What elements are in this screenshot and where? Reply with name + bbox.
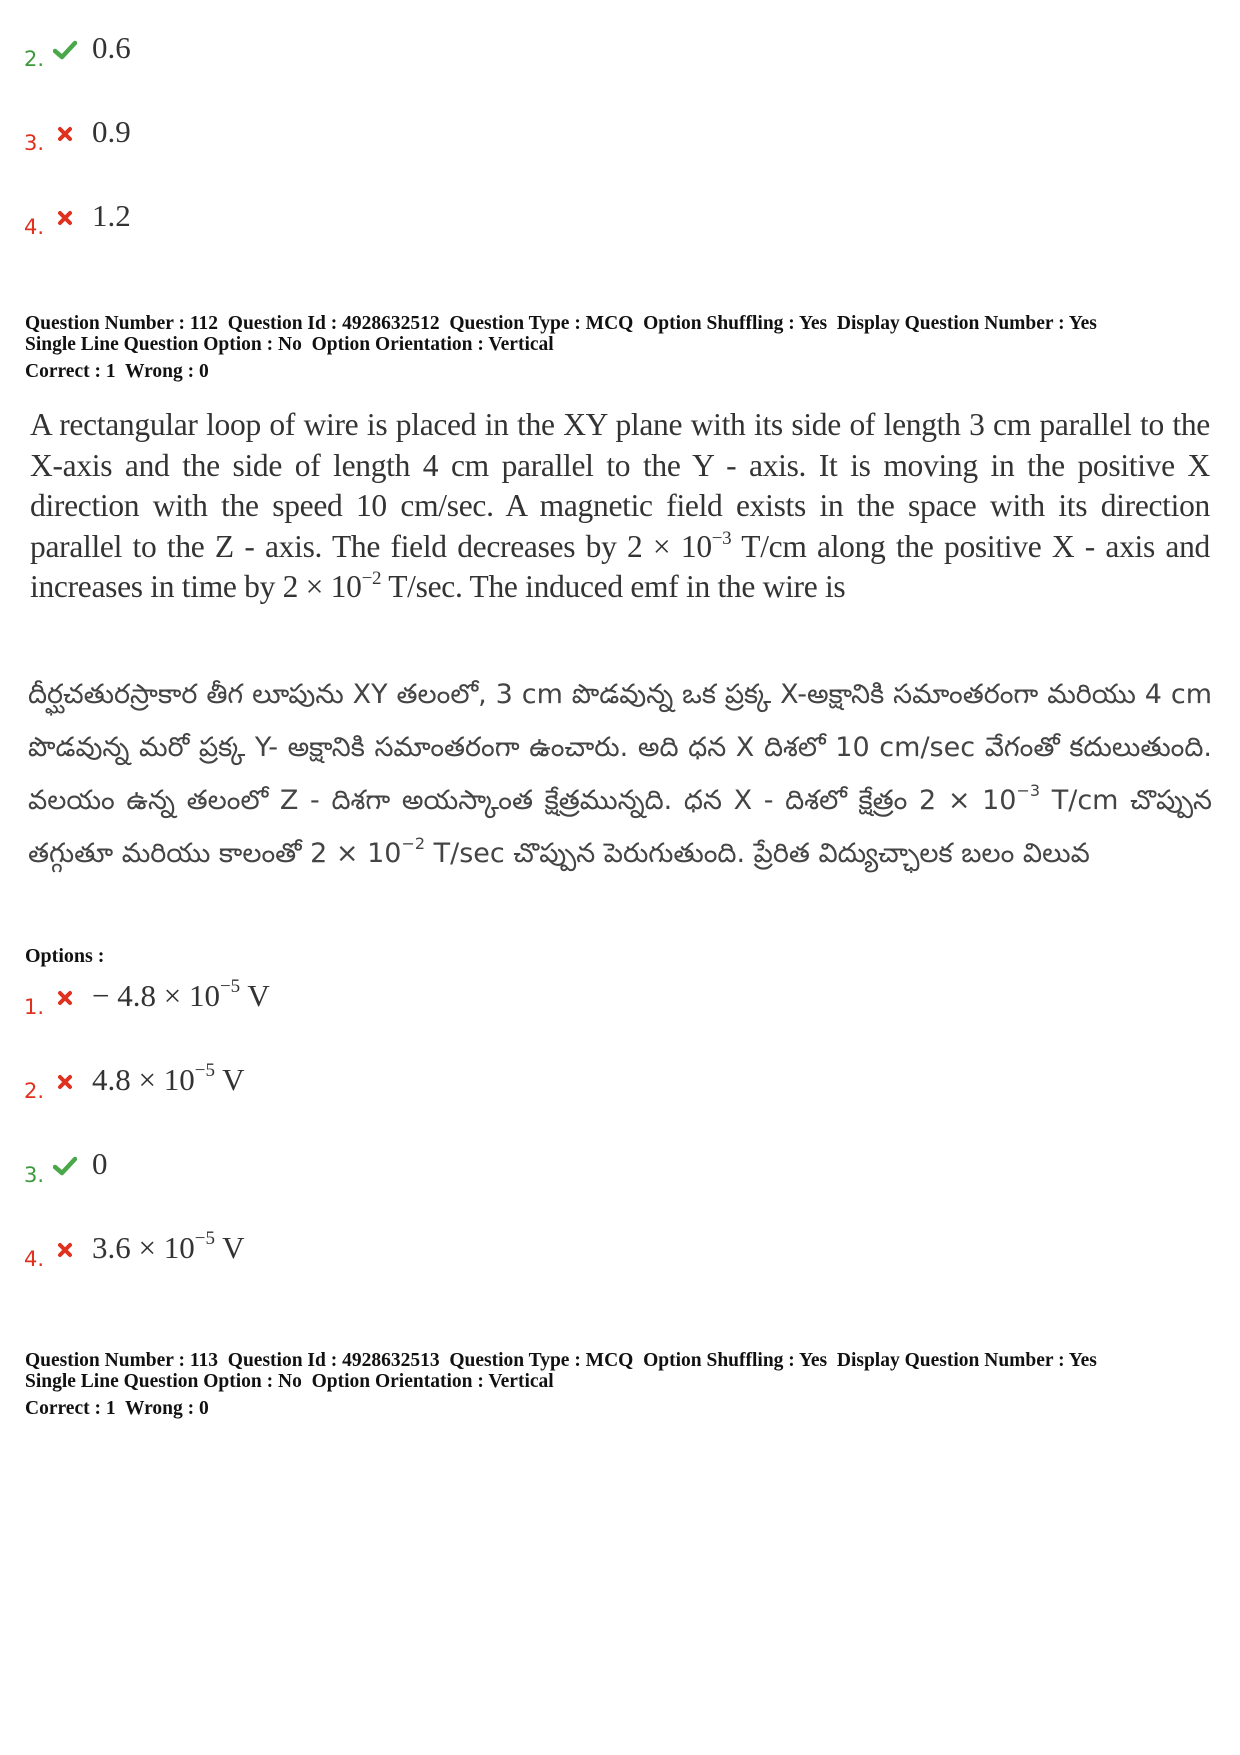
option-number: 2. bbox=[24, 1079, 45, 1103]
option-value: 0.9 bbox=[92, 114, 131, 149]
option-number: 4. bbox=[24, 1247, 45, 1271]
question-meta-line2: Single Line Question Option : No Option Orientation : Vertical bbox=[25, 334, 554, 355]
options-label: Options : bbox=[25, 945, 105, 967]
cross-icon bbox=[52, 1074, 78, 1090]
option-number: 3. bbox=[24, 131, 45, 155]
option-number: 1. bbox=[24, 995, 45, 1019]
option-row bbox=[24, 18, 131, 78]
question-meta-line2: Single Line Question Option : No Option Orientation : Vertical bbox=[25, 1371, 554, 1392]
cross-icon bbox=[52, 990, 78, 1006]
option-value: 1.2 bbox=[92, 198, 131, 233]
check-icon bbox=[52, 40, 78, 60]
check-icon bbox=[52, 1156, 78, 1176]
question-meta-line1: Question Number : 112 Question Id : 4928632512 Question Type : MCQ Option Shuffling : Yes Display Question Number : Yes bbox=[25, 313, 1097, 334]
option-row bbox=[24, 1134, 108, 1194]
option-number: 2. bbox=[24, 47, 45, 71]
option-row bbox=[24, 1050, 245, 1110]
option-value: 0.6 bbox=[92, 30, 131, 65]
option-value: $3.6 \times 10^{-5}$ V bbox=[92, 1228, 245, 1265]
option-row bbox=[24, 966, 270, 1026]
option-row bbox=[24, 1218, 245, 1278]
option-value: $4.8 \times 10^{-5}$ V bbox=[92, 1060, 245, 1097]
question-score-line: Correct : 1 Wrong : 0 bbox=[25, 361, 209, 382]
cross-icon bbox=[52, 1242, 78, 1258]
option-number: 3. bbox=[24, 1163, 45, 1187]
option-value: − $4.8 \times 10^{-5}$ V bbox=[92, 976, 270, 1013]
cross-icon bbox=[52, 210, 78, 226]
option-row bbox=[24, 102, 131, 162]
option-value: 0 bbox=[92, 1146, 108, 1181]
cross-icon bbox=[52, 126, 78, 142]
question-score-line: Correct : 1 Wrong : 0 bbox=[25, 1398, 209, 1419]
question-text-telugu: దీర్ఘచతురస్రాకార తీగ లూపును XY తలంలో, 3 cm పొడవున్న ఒక ప్రక్క X-అక్షానికి సమాంతరంగా మరియు 4 cm పొడవున్న మరో ప్రక్క Y- అక్షానికి సమాంతరంగా ఉంచారు. అది ధన X దిశలో 10 cm/sec వేగంతో కదులుతుంది. వలయం ఉన్న తలంలో Z - దిశగా అయస్కాంత క్షేత్రమున్నది. ధన X - దిశలో క్షేత్రం $2 \times 10^{-3}$ T/cm చొప్పున తగ్గుతూ మరియు కాలంతో $2 \times 10^{-2}$ T/sec చొప్పున పెరుగుతుంది. ప్రేరిత విద్యుచ్ఛాలక బలం విలువ bbox=[28, 679, 1212, 869]
question-meta-line1: Question Number : 113 Question Id : 4928632513 Question Type : MCQ Option Shuffling : Yes Display Question Number : Yes bbox=[25, 1350, 1097, 1371]
option-row bbox=[24, 186, 131, 246]
option-number: 4. bbox=[24, 215, 45, 239]
question-text-english: A rectangular loop of wire is placed in the XY plane with its side of length 3 cm parallel to the X-axis and the side of length 4 cm parallel to the Y - axis. It is moving in the positive X direction with the speed 10 cm/sec. A magnetic field exists in the space with its direction parallel to the Z - axis. The field decreases by $2 \times 10^{-3}$ T/cm along the positive X - axis and increases in time by $2 \times 10^{-2}$ T/sec. The induced emf in the wire is bbox=[30, 407, 1210, 604]
